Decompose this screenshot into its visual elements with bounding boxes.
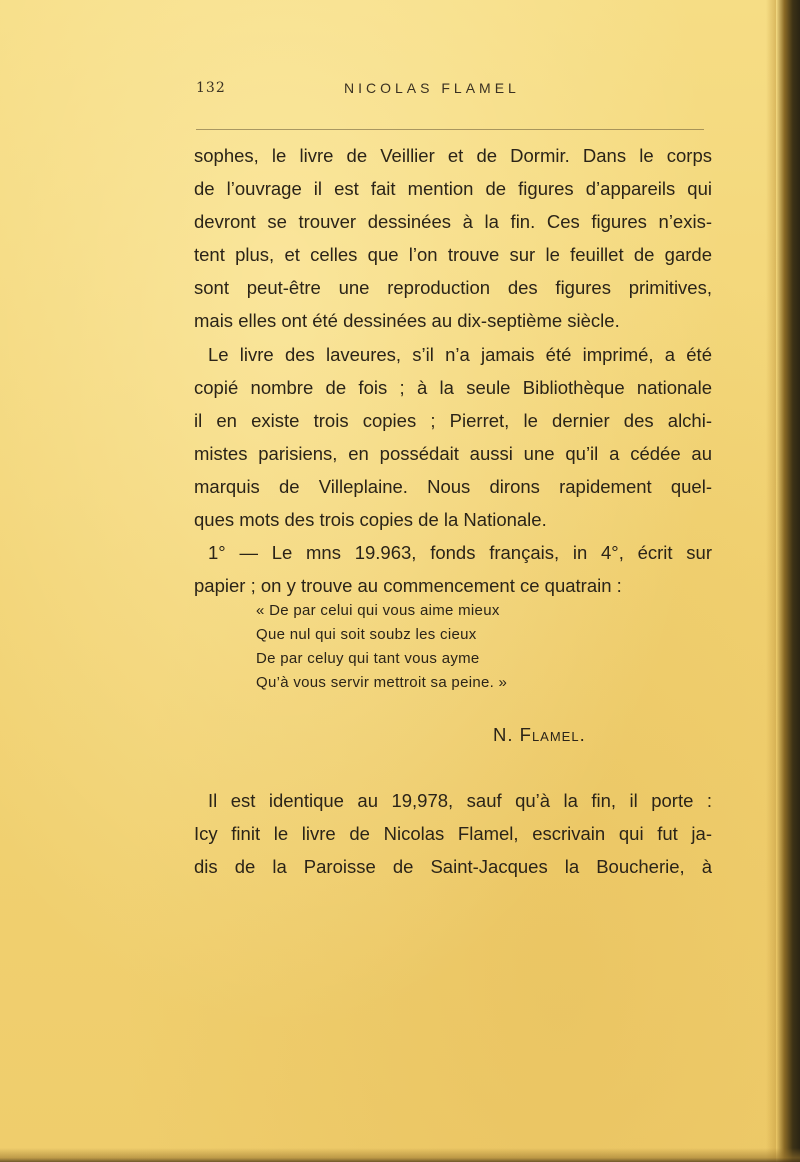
text-line: Il est identique au 19,978, sauf qu’à la fin, il porte :: [208, 790, 712, 811]
text-line: sophes, le livre de Veillier et de Dormir. Dans le corps: [194, 145, 712, 166]
text-line: marquis de Villeplaine. Nous dirons rapidement quel-: [194, 475, 712, 497]
paragraph-4: [194, 784, 712, 883]
text-line: dis de la Paroisse de Saint-Jacques la Boucherie, à: [194, 856, 712, 878]
page-bottom-edge: [0, 1148, 800, 1162]
verse-line: « De par celui qui vous aime mieux: [256, 602, 500, 619]
verse-line: Qu’à vous servir mettroit sa peine. »: [256, 674, 508, 691]
text-line: il en existe trois copies ; Pierret, le dernier des alchi-: [194, 409, 712, 431]
text-line: devront se trouver dessinées à la fin. Ces figures n’exis-: [194, 211, 712, 233]
body-text-continued: [194, 784, 712, 883]
text-line: de l’ouvrage il est fait mention de figures d’appareils qui: [194, 178, 712, 200]
running-head: [196, 76, 716, 98]
paragraph-1: [194, 139, 712, 338]
text-line: Le livre des laveures, s’il n’a jamais été imprimé, a été: [208, 343, 712, 365]
text-line: tent plus, et celles que l’on trouve sur le feuillet de garde: [194, 244, 712, 266]
text-line: mais elles ont été dessinées au dix-septième siècle.: [194, 310, 620, 332]
body-text: [194, 139, 712, 602]
verse-line: Que nul qui soit soubz les cieux: [256, 626, 477, 643]
paragraph-2: [194, 338, 712, 537]
text-line: Icy finit le livre de Nicolas Flamel, escrivain qui fut ja-: [194, 823, 712, 845]
text-line: ques mots des trois copies de la Nationale.: [194, 509, 547, 531]
page-binding-edge: [776, 0, 800, 1162]
signature: N. Flamel.: [493, 724, 586, 745]
paragraph-3: [194, 536, 712, 602]
text-line: sont peut-être une reproduction des figures primitives,: [194, 277, 712, 299]
page-number: 132: [196, 80, 226, 96]
text-line: copié nombre de fois ; à la seule Bibliothèque nationale: [194, 376, 712, 398]
text-line: papier ; on y trouve au commencement ce quatrain :: [194, 575, 622, 597]
text-line: 1° — Le mns 19.963, fonds français, in 4°, écrit sur: [208, 542, 712, 564]
running-title: NICOLAS FLAMEL: [344, 80, 520, 96]
verse-line: De par celuy qui tant vous ayme: [256, 650, 480, 667]
header-rule: [196, 129, 704, 130]
quatrain: [256, 599, 696, 695]
page-shadow: [766, 0, 776, 1162]
text-line: mistes parisiens, en possédait aussi une qu’il a cédée au: [194, 442, 712, 464]
